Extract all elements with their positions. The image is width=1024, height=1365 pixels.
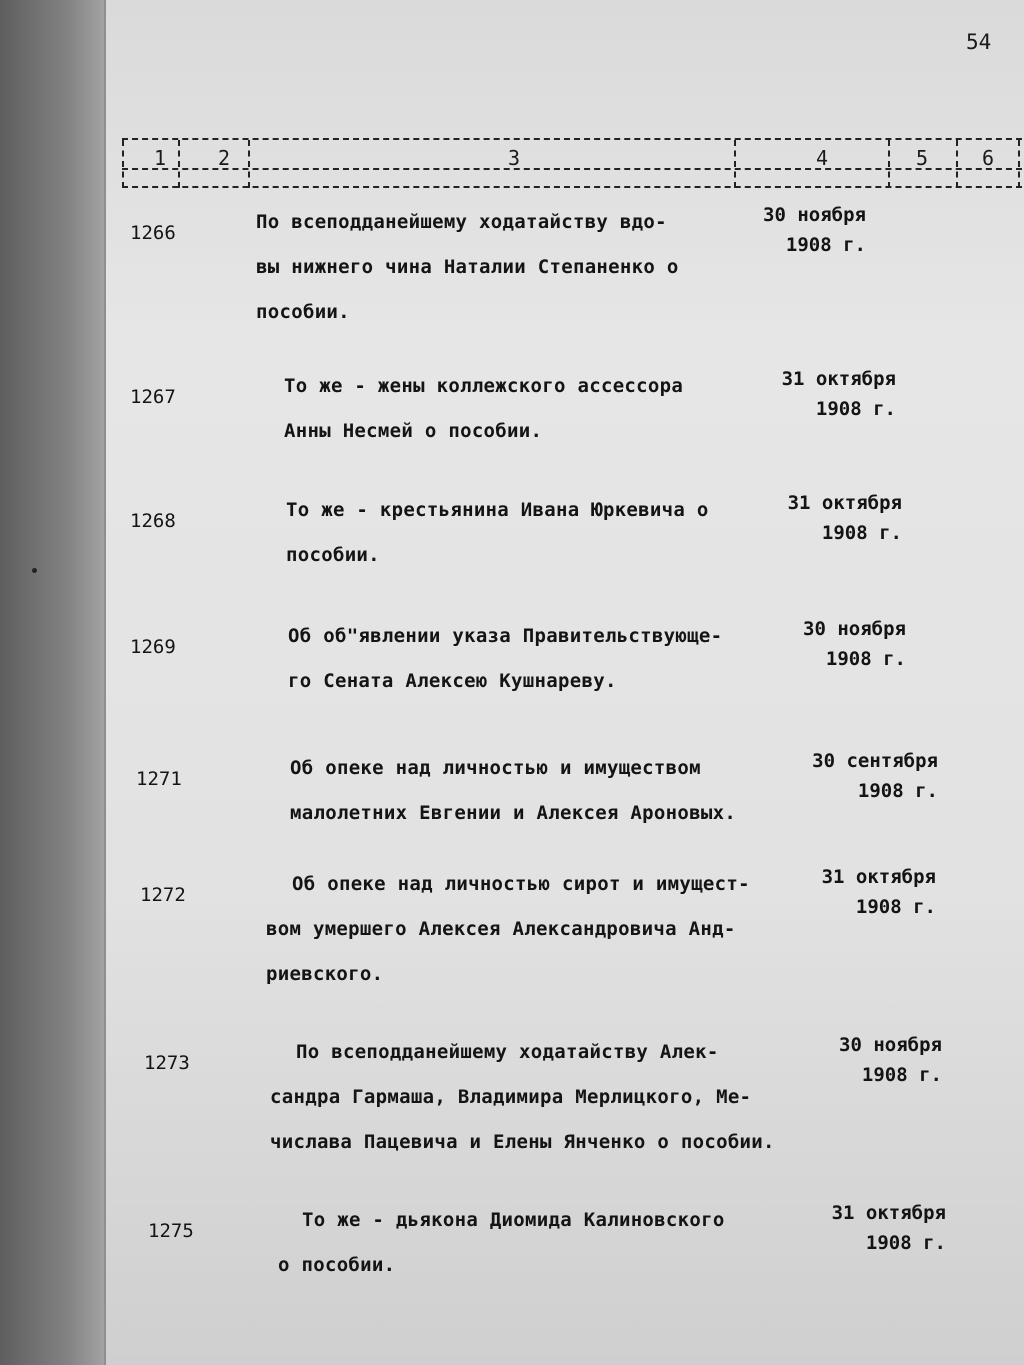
entry-date-year: 1908 г.	[861, 1064, 942, 1086]
entry-description	[278, 1198, 725, 1288]
column-header-4: 4	[816, 146, 829, 170]
entry-number: 1271	[136, 768, 182, 790]
entry-number: 1268	[130, 510, 176, 532]
entry-line: Анны Несмей о пособии.	[284, 420, 543, 442]
entry-date	[802, 1030, 942, 1090]
entry-line: го Сената Алексею Кушнареву.	[288, 670, 617, 692]
entry-number: 1273	[144, 1052, 190, 1074]
entry-date	[786, 862, 936, 922]
entry-date-day: 31 октября	[831, 1202, 946, 1224]
entry-date-day: 30 сентября	[812, 750, 938, 772]
column-header-1: 1	[154, 146, 167, 170]
column-header-2: 2	[218, 146, 231, 170]
entry-date	[806, 1198, 946, 1258]
entry-number: 1275	[148, 1220, 194, 1242]
column-divider	[1018, 140, 1020, 188]
page-number: 54	[966, 30, 992, 54]
entry-date	[766, 614, 906, 674]
entry-line: Об опеке над личностью сирот и имущест-	[292, 873, 750, 895]
entry-date-year: 1908 г.	[825, 648, 906, 670]
entry-line: малолетних Евгении и Алексея Ароновых.	[290, 802, 737, 824]
entry-date	[752, 488, 902, 548]
entry-line: числава Пацевича и Елены Янченко о пособии.	[270, 1131, 775, 1153]
entry-date-day: 31 октября	[821, 866, 936, 888]
column-divider	[178, 140, 180, 188]
header-bottom-rule	[122, 186, 1022, 188]
entry-line: пособии.	[256, 301, 350, 323]
column-header-3: 3	[508, 146, 521, 170]
entry-date-year: 1908 г.	[821, 522, 902, 544]
entry-description	[266, 862, 750, 997]
column-divider	[956, 140, 958, 188]
entry-date	[746, 364, 896, 424]
column-header-5: 5	[916, 146, 929, 170]
entry-date-day: 30 ноября	[763, 204, 866, 226]
entry-date-day: 30 ноября	[839, 1034, 942, 1056]
entry-date-year: 1908 г.	[855, 896, 936, 918]
binding-gutter	[0, 0, 112, 1365]
header-top-rule	[122, 138, 1022, 140]
entry-date-day: 30 ноября	[803, 618, 906, 640]
document-page	[104, 0, 1024, 1365]
entry-line: пособии.	[286, 544, 380, 566]
entry-line: вы нижнего чина Наталии Степаненко о	[256, 256, 679, 278]
entry-date-day: 31 октября	[787, 492, 902, 514]
column-divider	[248, 140, 250, 188]
entry-line: сандра Гармаша, Владимира Мерлицкого, Ме-	[270, 1086, 752, 1108]
entry-line: вом умершего Алексея Александровича Анд-	[266, 918, 736, 940]
entry-description	[256, 200, 679, 335]
entry-line: Об опеке над личностью и имуществом	[290, 757, 701, 779]
entry-line: о пособии.	[278, 1254, 396, 1276]
entry-date-day: 31 октября	[781, 368, 896, 390]
entry-date-year: 1908 г.	[865, 1232, 946, 1254]
entry-description	[290, 746, 736, 836]
entry-line: Об об"явлении указа Правительствующе-	[288, 625, 723, 647]
column-divider	[122, 140, 124, 188]
entry-date-year: 1908 г.	[857, 780, 938, 802]
header-mid-rule	[122, 168, 1022, 170]
entry-number: 1267	[130, 386, 176, 408]
column-divider	[888, 140, 890, 188]
entry-description	[288, 614, 722, 704]
ink-spot	[32, 568, 37, 573]
entry-description	[286, 488, 709, 578]
entry-line: По всеподданейшему ходатайству вдо-	[256, 211, 667, 233]
entry-description	[284, 364, 683, 454]
entry-line: То же - дьякона Диомида Калиновского	[302, 1209, 725, 1231]
entry-number: 1269	[130, 636, 176, 658]
entry-date-year: 1908 г.	[815, 398, 896, 420]
entry-date	[726, 200, 866, 260]
entry-line: То же - крестьянина Ивана Юркевича о	[286, 499, 709, 521]
entry-number: 1272	[140, 884, 186, 906]
entry-line: По всеподданейшему ходатайству Алек-	[296, 1041, 719, 1063]
entry-line: То же - жены коллежского ассессора	[284, 375, 684, 397]
entry-date-year: 1908 г.	[785, 234, 866, 256]
column-divider	[734, 140, 736, 188]
column-header-6: 6	[982, 146, 995, 170]
entry-line: риевского.	[266, 963, 384, 985]
entry-description	[270, 1030, 775, 1165]
entry-date	[772, 746, 938, 806]
entry-number: 1266	[130, 222, 176, 244]
